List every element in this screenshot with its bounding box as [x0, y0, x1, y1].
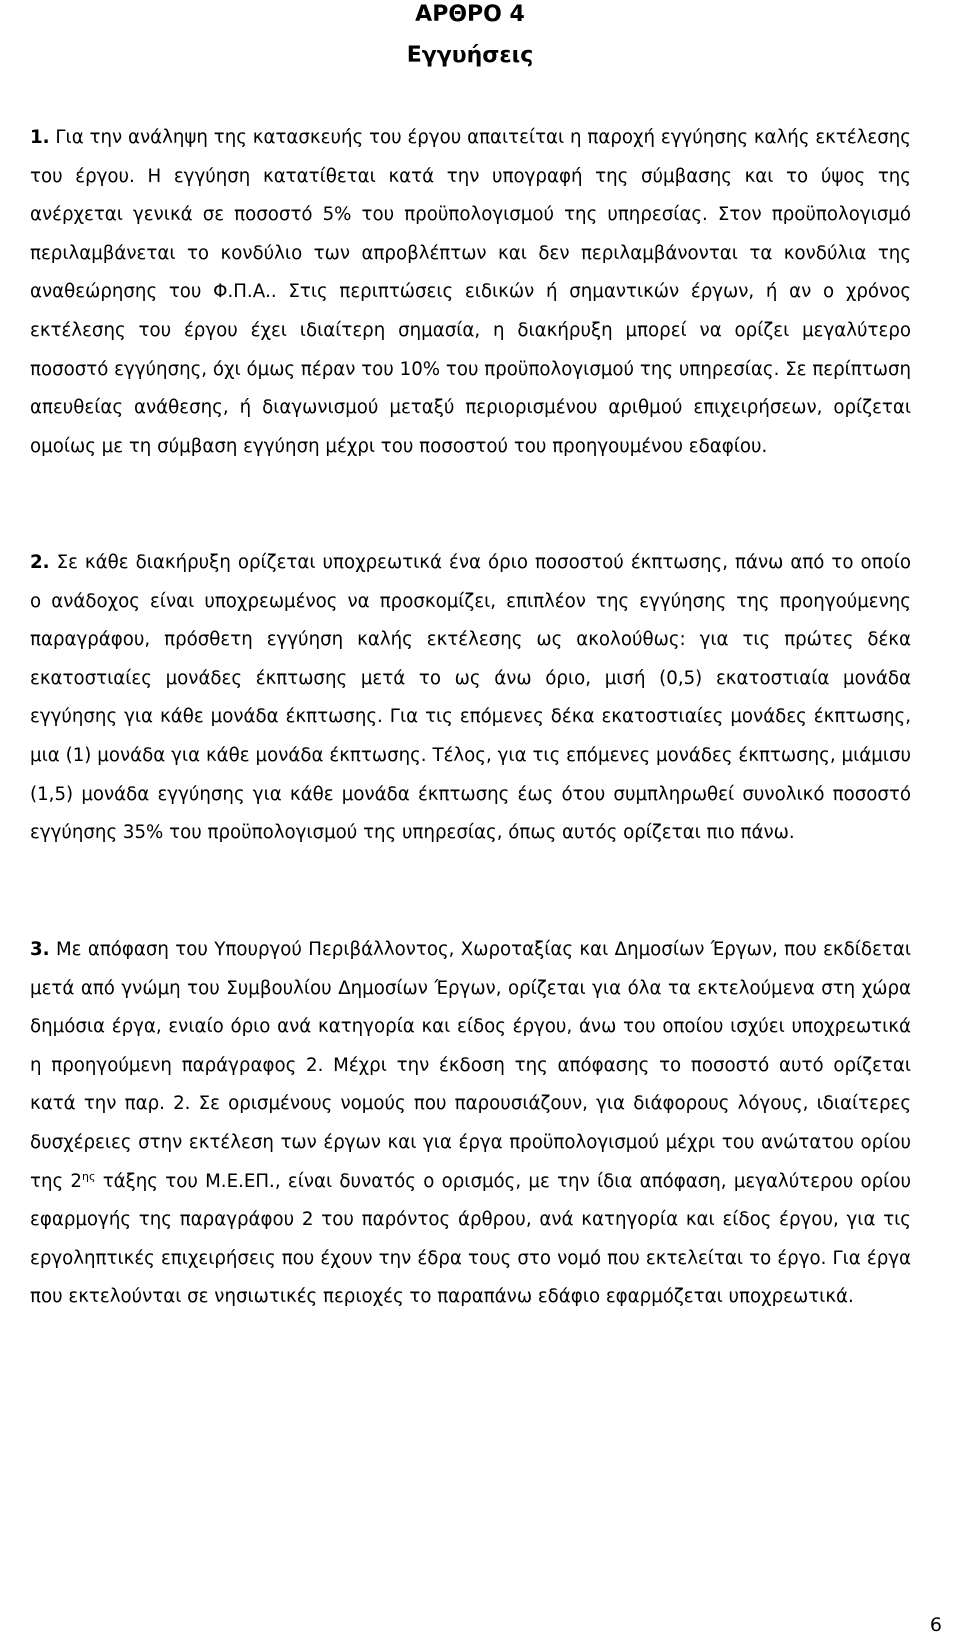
paragraph-text: Με απόφαση του Υπουργού Περιβάλλοντος, Χωροταξίας και Δημοσίων Έργων, που εκδίδεται μετά από γνώμη του Συμβουλίου Δημοσίων Έργων, ορίζεται για όλα τα εκτελούμενα στη χώρα δημόσια έργα, ενιαίο όριο ανά κατηγορία και είδος έργου, άνω του οποίου ισχύει υποχρεωτικά η προηγούμενη παράγραφος 2. Μέχρι την έκδοση της απόφασης το ποσοστό αυτό ορίζεται κατά την παρ. 2. Σε ορισμένους νομούς που παρουσιάζουν, για διάφορους λόγους, ιδιαίτερες δυσχέρειες στην εκτέλεση των έργων και για έργα προϋπολογισμού μέχρι του ανώτατου ορίου της 2 — [30, 939, 911, 1192]
ordinal-superscript: ης — [82, 1169, 96, 1183]
paragraph-2 — [30, 544, 911, 853]
paragraph-number: 1. — [30, 127, 50, 148]
paragraph-text: Για την ανάληψη της κατασκευής του έργου απαιτείται η παροχή εγγύησης καλής εκτέλεσης του έργου. Η εγγύηση κατατίθεται κατά την υπογραφή της σύμβασης και το ύψος της ανέρχεται γενικά σε ποσοστό 5% του προϋπολογισμού της υπηρεσίας. Στον προϋπολογισμό περιλαμβάνεται το κονδύλιο των απροβλέπτων και δεν περιλαμβάνονται τα κονδύλια της αναθεώρησης του Φ.Π.Α.. Στις περιπτώσεις ειδικών ή σημαντικών έργων, ή αν ο χρόνος εκτέλεσης του έργου έχει ιδιαίτερη σημασία, η διακήρυξη μπορεί να ορίζει μεγαλύτερο ποσοστό εγγύησης, όχι όμως πέραν του 10% του προϋπολογισμού της υπηρεσίας. Σε περίπτωση απευθείας ανάθεσης, ή διαγωνισμού μεταξύ περιορισμένου αριθμού επιχειρήσεων, ορίζεται ομοίως με τη σύμβαση εγγύηση μέχρι του ποσοστού του προηγουμένου εδαφίου. — [30, 127, 911, 457]
paragraph-text-continued: τάξης του Μ.Ε.ΕΠ., είναι δυνατός ο ορισμός, με την ίδια απόφαση, μεγαλύτερου ορίου εφαρμογής της παραγράφου 2 του παρόντος άρθρου, ανά κατηγορία και είδος έργου, για τις εργοληπτικές επιχειρήσεις που έχουν την έδρα τους στο νομό που εκτελείται το έργο. Για έργα που εκτελούνται σε νησιωτικές περιοχές το παραπάνω εδάφιο εφαρμόζεται υποχρεωτικά. — [30, 1170, 911, 1308]
paragraph-text: Σε κάθε διακήρυξη ορίζεται υποχρεωτικά ένα όριο ποσοστού έκπτωσης, πάνω από το οποίο ο ανάδοχος είναι υποχρεωμένος να προσκομίζει, επιπλέον της εγγύησης της προηγούμενης παραγράφου, πρόσθετη εγγύηση καλής εκτέλεσης ως ακολούθως: για τις πρώτες δέκα εκατοστιαίες μονάδες έκπτωσης μετά το ως άνω όριο, μισή (0,5) εκατοστιαία μονάδα εγγύησης για κάθε μονάδα έκπτωσης. Για τις επόμενες δέκα εκατοστιαίες μονάδες έκπτωσης, μια (1) μονάδα για κάθε μονάδα έκπτωσης. Τέλος, για τις επόμενες μονάδες έκπτωσης, μιάμισυ (1,5) μονάδα εγγύησης για κάθε μονάδα έκπτωσης έως ότου συμπληρωθεί συνολικό ποσοστό εγγύησης 35% του προϋπολογισμού της υπηρεσίας, όπως αυτός ορίζεται πιο πάνω. — [30, 552, 911, 844]
article-title: ΑΡΘΡΟ 4 — [415, 2, 525, 27]
paragraph-1 — [30, 119, 911, 466]
page-number: 6 — [929, 1614, 942, 1636]
article-subtitle: Εγγυήσεις — [406, 43, 534, 68]
paragraph-number: 2. — [30, 552, 50, 573]
paragraph-3 — [30, 931, 911, 1317]
paragraph-number: 3. — [30, 939, 50, 960]
